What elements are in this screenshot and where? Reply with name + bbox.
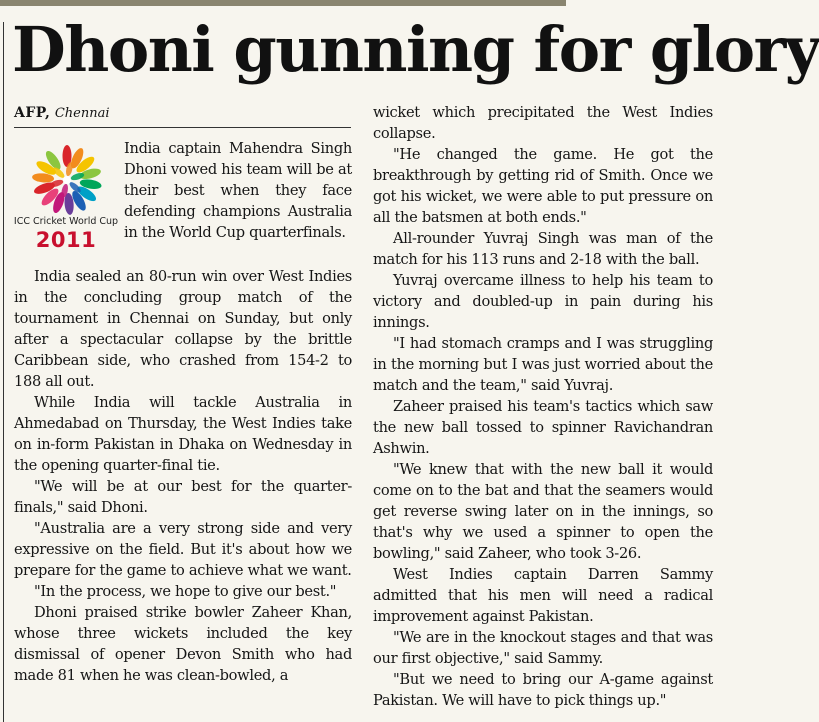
paragraph: Yuvraj overcame illness to help his team to victory and doubled-up in pain during his innings. — [373, 272, 713, 331]
paragraph: West Indies captain Darren Sammy admitted that his men will need a radical improvement against Pakistan. — [373, 566, 713, 625]
paragraph: "I had stomach cramps and I was struggling in the morning but I was just worried about the match and the team," said Yuvraj. — [373, 335, 713, 394]
article-column-2 — [373, 102, 713, 711]
paragraph: While India will tackle Australia in Ahmedabad on Thursday, the West Indies take on in-form Pakistan in Dhaka on Wednesday in the opening quarter-final tie. — [14, 394, 352, 474]
paragraph-continued: wicket which precipitated the West Indies collapse. — [373, 104, 713, 142]
byline-agency: AFP, — [14, 105, 51, 121]
byline-location: Chennai — [54, 106, 110, 121]
byline — [14, 103, 110, 124]
byline-rule — [14, 127, 351, 128]
paragraph: "In the process, we hope to give our best." — [34, 583, 337, 600]
paragraph: Dhoni praised strike bowler Zaheer Khan, whose three wickets included the key dismissal of opener Devon Smith who had made 81 when he was clean-bowled, a — [14, 604, 352, 684]
paragraph: All-rounder Yuvraj Singh was man of the match for his 113 runs and 2-18 with the ball. — [373, 230, 713, 268]
headline: Dhoni gunning for glory — [12, 13, 819, 86]
paragraph: "We knew that with the new ball it would come on to the bat and that the seamers would get reverse swing later on in the innings, so that's why we used a spinner to open the bowling," said Zaheer, who took 3-26. — [373, 461, 713, 562]
left-column-rule — [3, 22, 4, 722]
paragraph: "Australia are a very strong side and very expressive on the field. But it's about how we prepare for the game to achieve what we want. — [14, 520, 352, 579]
article-column-1 — [14, 266, 352, 686]
world-cup-logo — [12, 138, 122, 254]
world-cup-logo-year: 2011 — [35, 228, 97, 252]
world-cup-logo-mark — [12, 138, 122, 218]
paragraph: "He changed the game. He got the breakthrough by getting rid of Smith. Once we got his wicket, we were able to put pressure on all the batsmen at both ends." — [373, 146, 713, 226]
paragraph: "We will be at our best for the quarter-finals," said Dhoni. — [14, 478, 352, 516]
top-decorative-strip — [0, 0, 566, 6]
paragraph: "But we need to bring our A-game against Pakistan. We will have to pick things up." — [373, 671, 713, 709]
paragraph: "We are in the knockout stages and that was our first objective," said Sammy. — [373, 629, 713, 667]
intro-paragraph: India captain Mahendra Singh Dhoni vowed his team will be at their best when they face defending champions Australia in the World Cup quarterfinals. — [124, 140, 352, 241]
paragraph: Zaheer praised his team's tactics which saw the new ball tossed to spinner Ravichandran Ashwin. — [373, 398, 713, 457]
world-cup-logo-name: ICC Cricket World Cup — [13, 216, 119, 227]
paragraph: India sealed an 80-run win over West Indies in the concluding group match of the tournament in Chennai on Sunday, but only after a spectacular collapse by the brittle Caribbean side, who crashed from 154-2 to 188 all out. — [14, 268, 352, 390]
